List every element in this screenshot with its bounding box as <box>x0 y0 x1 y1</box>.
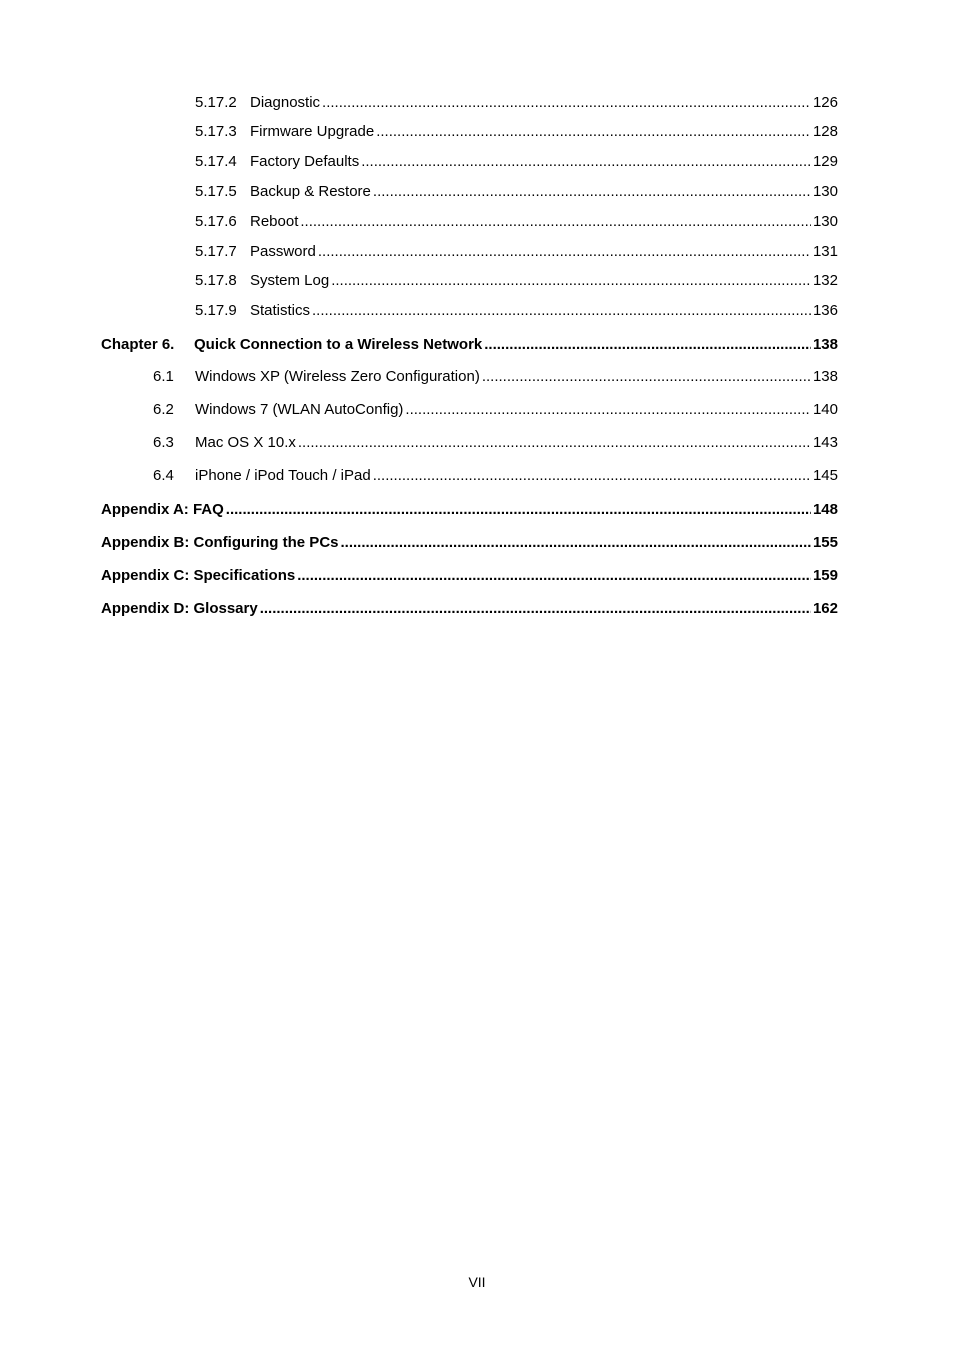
toc-dot-leader <box>260 599 811 619</box>
toc-chapter-number: Chapter 6. <box>101 336 175 353</box>
toc-dot-leader <box>322 93 811 113</box>
toc-entry[interactable] <box>153 466 838 486</box>
toc-entry-title: Mac OS X 10.x <box>195 434 296 451</box>
page-number-footer: VII <box>468 1274 486 1290</box>
toc-entry[interactable] <box>195 271 838 291</box>
toc-entry-page: 145 <box>812 467 838 484</box>
toc-entry-page: 136 <box>812 302 838 319</box>
toc-entry-title: Windows 7 (WLAN AutoConfig) <box>195 401 404 418</box>
toc-entry-title: Diagnostic <box>250 94 321 111</box>
toc-entry-page: 138 <box>812 368 838 385</box>
toc-entry[interactable] <box>153 367 838 387</box>
toc-entry[interactable] <box>153 433 838 453</box>
toc-appendix-title: Appendix B: Configuring the PCs <box>101 534 339 551</box>
toc-entry-number: 5.17.2 <box>195 94 237 111</box>
toc-entry[interactable] <box>195 182 838 202</box>
toc-appendix-entry[interactable] <box>101 500 838 520</box>
toc-appendix-title: Appendix C: Specifications <box>101 567 296 584</box>
toc-entry-page: 130 <box>812 213 838 230</box>
toc-dot-leader <box>226 500 811 520</box>
toc-dot-leader <box>297 566 811 586</box>
toc-entry-number: 6.3 <box>153 434 174 451</box>
toc-dot-leader <box>361 152 811 172</box>
toc-entry-title: Backup & Restore <box>250 183 371 200</box>
toc-chapter-title: Quick Connection to a Wireless Network <box>194 336 483 353</box>
toc-entry[interactable] <box>195 93 838 113</box>
toc-dot-leader <box>318 242 811 262</box>
toc-entry-page: 126 <box>812 94 838 111</box>
toc-dot-leader <box>482 367 811 387</box>
toc-entry-page: 143 <box>812 434 838 451</box>
toc-dot-leader <box>373 182 811 202</box>
toc-appendix-page: 159 <box>812 567 838 584</box>
toc-appendix-title: Appendix D: Glossary <box>101 600 258 617</box>
toc-appendix-page: 162 <box>812 600 838 617</box>
toc-dot-leader <box>331 271 811 291</box>
toc-entry-number: 5.17.3 <box>195 123 237 140</box>
toc-entry-number: 5.17.9 <box>195 302 237 319</box>
toc-entry-number: 5.17.8 <box>195 272 237 289</box>
toc-entry[interactable] <box>153 400 838 420</box>
toc-chapter-page: 138 <box>812 336 838 353</box>
toc-entry-number: 6.4 <box>153 467 174 484</box>
toc-entry-number: 5.17.4 <box>195 153 237 170</box>
toc-entry-title: Statistics <box>250 302 311 319</box>
toc-entry[interactable] <box>195 242 838 262</box>
toc-entry[interactable] <box>195 212 838 232</box>
toc-appendix-entry[interactable] <box>101 533 838 553</box>
toc-appendix-entry[interactable] <box>101 566 838 586</box>
toc-dot-leader <box>376 122 811 142</box>
toc-chapter-entry[interactable] <box>101 335 838 355</box>
toc-dot-leader <box>373 466 811 486</box>
toc-entry-page: 128 <box>812 123 838 140</box>
toc-appendix-page: 155 <box>812 534 838 551</box>
toc-entry-number: 5.17.6 <box>195 213 237 230</box>
toc-entry-page: 140 <box>812 401 838 418</box>
toc-entry-title: Password <box>250 243 316 260</box>
toc-entry-title: Reboot <box>250 213 299 230</box>
toc-entry-page: 131 <box>812 243 838 260</box>
toc-entry[interactable] <box>195 122 838 142</box>
toc-dot-leader <box>341 533 811 553</box>
toc-entry-page: 130 <box>812 183 838 200</box>
toc-entry-page: 129 <box>812 153 838 170</box>
toc-entry-number: 5.17.5 <box>195 183 237 200</box>
toc-dot-leader <box>300 212 811 232</box>
toc-entry-title: Factory Defaults <box>250 153 360 170</box>
toc-dot-leader <box>484 335 811 355</box>
toc-entry[interactable] <box>195 301 838 321</box>
toc-appendix-entry[interactable] <box>101 599 838 619</box>
toc-entry-number: 6.2 <box>153 401 174 418</box>
toc-entry-title: Firmware Upgrade <box>250 123 375 140</box>
toc-dot-leader <box>405 400 811 420</box>
toc-entry-page: 132 <box>812 272 838 289</box>
toc-dot-leader <box>298 433 811 453</box>
toc-entry-title: Windows XP (Wireless Zero Configuration) <box>195 368 480 385</box>
toc-entry-title: System Log <box>250 272 330 289</box>
toc-entry[interactable] <box>195 152 838 172</box>
toc-appendix-title: Appendix A: FAQ <box>101 501 224 518</box>
toc-entry-title: iPhone / iPod Touch / iPad <box>195 467 371 484</box>
toc-entry-number: 6.1 <box>153 368 174 385</box>
toc-appendix-page: 148 <box>812 501 838 518</box>
toc-dot-leader <box>312 301 811 321</box>
toc-entry-number: 5.17.7 <box>195 243 237 260</box>
